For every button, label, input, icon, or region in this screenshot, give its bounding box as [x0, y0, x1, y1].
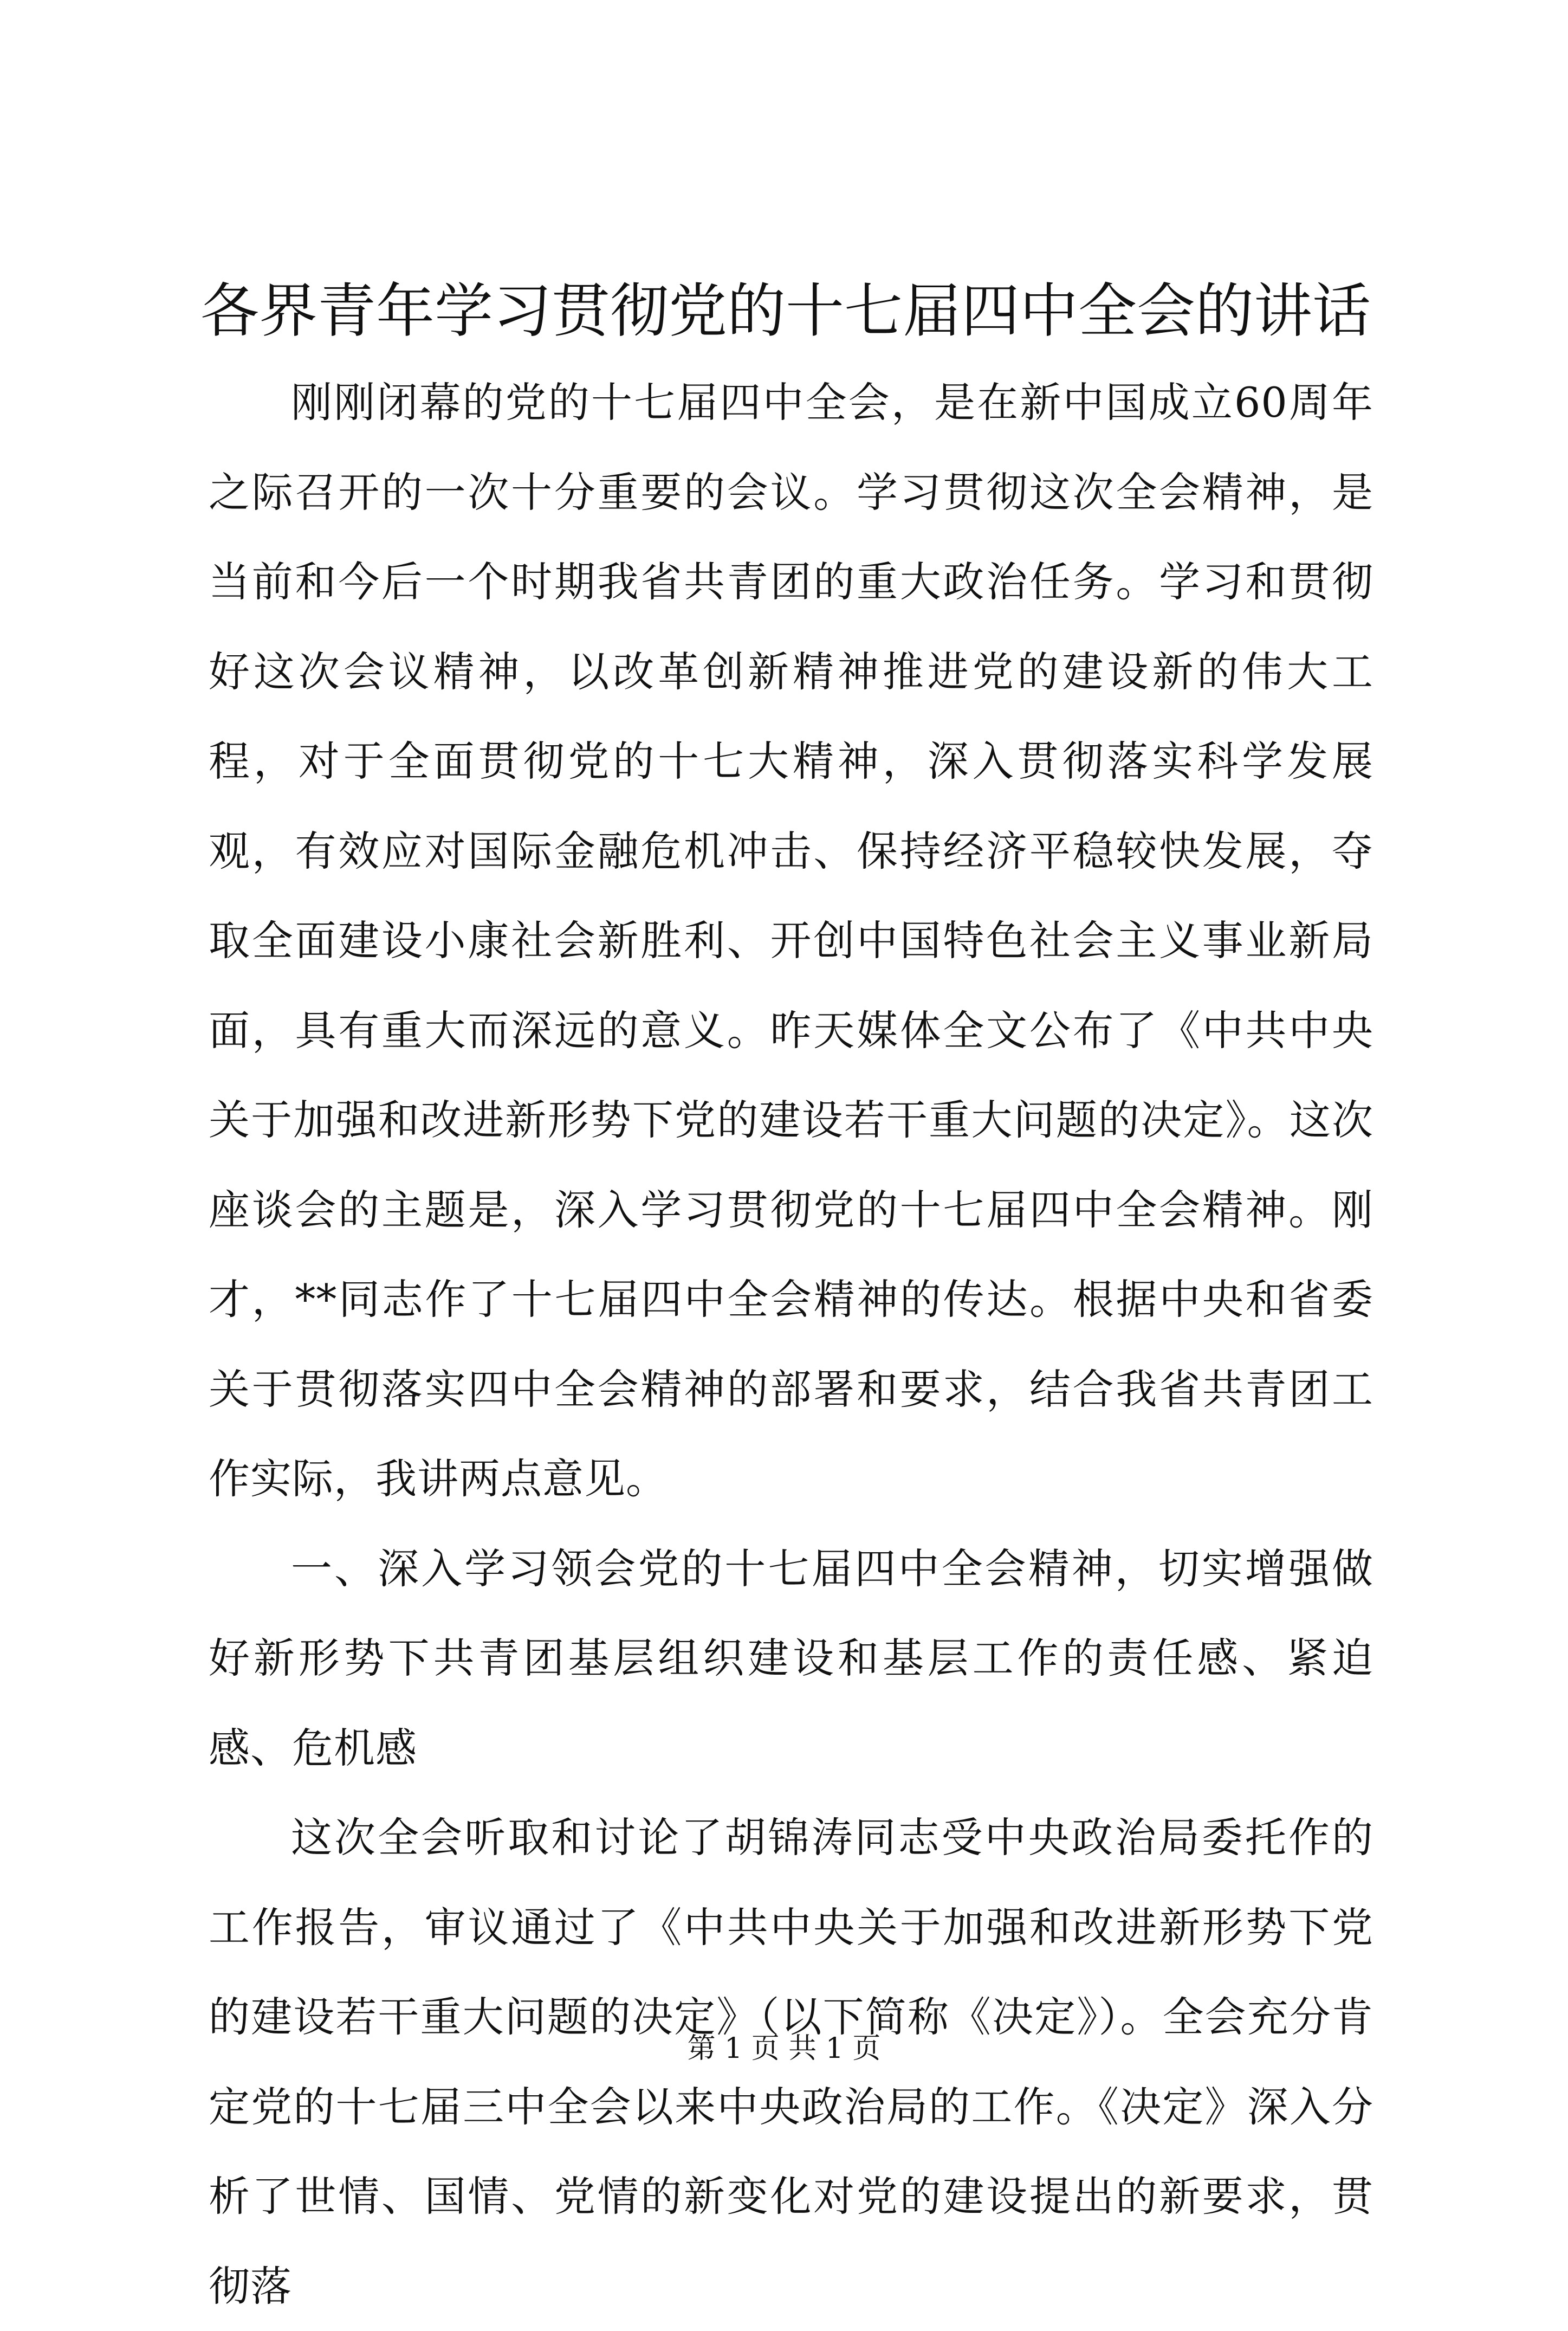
page-footer: 第 1 页 共 1 页 [687, 2032, 881, 2065]
paragraph-body: 这次全会听取和讨论了胡锦涛同志受中央政治局委托作的工作报告，审议通过了《中共中央关于加强和改进新形势下党的建设若干重大问题的决定》（以下简称《决定》）。全会充分肯定党的十七届三中全会以来中央政治局的工作。《决定》深入分析了世情、国情、党情的新变化对党的建设提出的新要求，贯彻落 [209, 1813, 1373, 2310]
paragraph-intro: 刚刚闭幕的党的十七届四中全会，是在新中国成立60周年之际召开的一次十分重要的会议。学习贯彻这次全会精神，是当前和今后一个时期我省共青团的重大政治任务。学习和贯彻好这次会议精神，以改革创新精神推进党的建设新的伟大工程，对于全面贯彻党的十七大精神，深入贯彻落实科学发展观，有效应对国际金融危机冲击、保持经济平稳较快发展，夺取全面建设小康社会新胜利、开创中国特色社会主义事业新局面，具有重大而深远的意义。昨天媒体全文公布了《中共中央关于加强和改进新形势下党的建设若干重大问题的决定》。这次座谈会的主题是，深入学习贯彻党的十七届四中全会精神。刚才，**同志作了十七届四中全会精神的传达。根据中央和省委关于贯彻落实四中全会精神的部署和要求，结合我省共青团工作实际，我讲两点意见。 [209, 378, 1373, 1503]
paragraph-section-heading: 一、深入学习领会党的十七届四中全会精神，切实增强做好新形势下共青团基层组织建设和基层工作的责任感、紧迫感、危机感 [209, 1544, 1373, 1772]
document-title: 各界青年学习贯彻党的十七届四中全会的讲话 [200, 277, 1371, 345]
